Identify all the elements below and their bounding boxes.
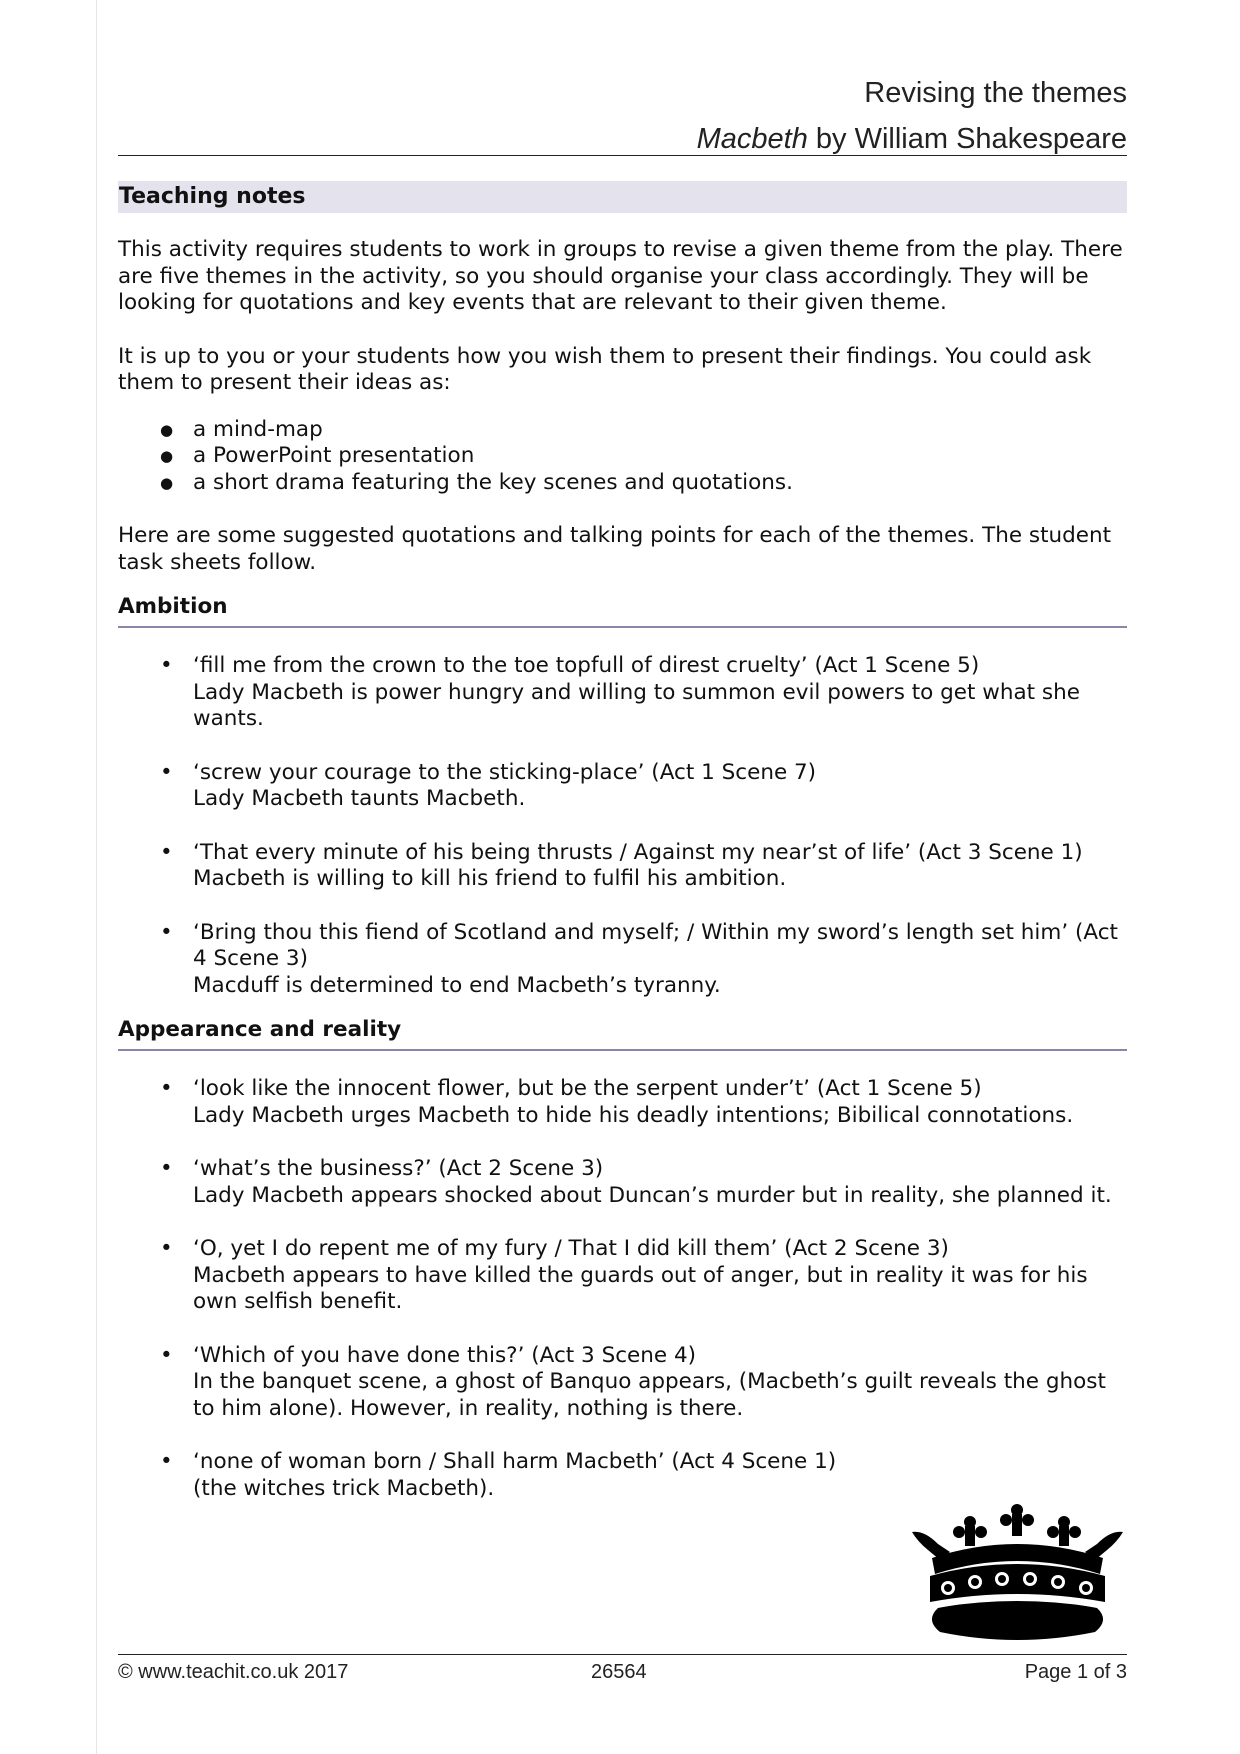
bullet-icon: ●: [160, 473, 174, 492]
copyright-text: © www.teachit.co.uk 2017: [118, 1661, 349, 1683]
quote-text: ‘That every minute of his being thrusts / Against my near’st of life’ (Act 3 Scene 1): [193, 839, 1083, 865]
quote-note: Lady Macbeth urges Macbeth to hide his deadly intentions; Bibilical connotations.: [193, 1102, 1074, 1128]
list-item: [118, 653, 1127, 733]
presentation-options-list: [118, 417, 1127, 497]
page-number: Page 1 of 3: [1024, 1661, 1127, 1683]
suggestions-paragraph: Here are some suggested quotations and talking points for each of the themes. The student task sheets follow.: [118, 523, 1112, 575]
option-text: a mind-map: [193, 416, 323, 442]
bullet-icon: •: [160, 1236, 173, 1261]
quote-note: Lady Macbeth appears shocked about Duncan’s murder but in reality, she planned it.: [193, 1182, 1112, 1208]
play-author: by William Shakespeare: [807, 123, 1127, 155]
teaching-notes-heading-text: Teaching notes: [119, 184, 306, 209]
bullet-icon: ●: [160, 420, 174, 439]
quote-note: In the banquet scene, a ghost of Banquo appears, (Macbeth’s guilt reveals the ghost to him alone). However, in reality, nothing is there.: [193, 1369, 1106, 1421]
resource-code: 26564: [591, 1661, 647, 1683]
appearance-quotes-list: [118, 1076, 1127, 1502]
bullet-icon: •: [160, 1449, 173, 1474]
quote-note: Macbeth appears to have killed the guards out of anger, but in reality it was for his own selfish benefit.: [193, 1262, 1088, 1314]
presentation-paragraph: It is up to you or your students how you wish them to present their findings. You could ask them to present their ideas as:: [118, 343, 1092, 395]
list-item: [118, 417, 1127, 444]
bullet-icon: •: [160, 1156, 173, 1181]
list-item: [118, 470, 1127, 497]
quote-text: ‘screw your courage to the sticking-place’ (Act 1 Scene 7): [193, 759, 817, 785]
list-item: [118, 760, 1127, 813]
section-heading-appearance-reality: Appearance and reality: [118, 1017, 1127, 1051]
header-divider: [118, 155, 1127, 156]
bullet-icon: •: [160, 759, 173, 785]
bullet-icon: •: [160, 653, 173, 678]
quote-text: ‘fill me from the crown to the toe topfull of direst cruelty’ (Act 1 Scene 5): [193, 653, 980, 678]
quote-text: ‘Bring thou this fiend of Scotland and myself; / Within my sword’s length set him’ (Act 4 Scene 3): [193, 919, 1118, 971]
quote-text: ‘O, yet I do repent me of my fury / That I did kill them’ (Act 2 Scene 3): [193, 1236, 949, 1261]
play-title: Macbeth: [696, 123, 808, 155]
footer-divider: [118, 1654, 1127, 1655]
quote-note: Lady Macbeth taunts Macbeth.: [193, 786, 526, 811]
worksheet-title: Revising the themes: [864, 77, 1127, 109]
quote-note: (the witches trick Macbeth).: [193, 1475, 495, 1501]
list-item: [118, 1076, 1127, 1129]
quote-text: ‘what’s the business?’ (Act 2 Scene 3): [193, 1156, 604, 1181]
list-item: [118, 840, 1127, 893]
quote-text: ‘none of woman born / Shall harm Macbeth’ (Act 4 Scene 1): [193, 1449, 837, 1474]
list-item: [118, 1449, 1127, 1502]
list-item: [118, 1236, 1127, 1316]
bullet-icon: •: [160, 1076, 173, 1101]
bullet-icon: •: [160, 839, 173, 865]
page-margin-line: [96, 0, 97, 1754]
bullet-icon: •: [160, 1342, 173, 1368]
page-header: [118, 70, 1127, 162]
quote-note: Macduff is determined to end Macbeth’s tyranny.: [193, 972, 721, 998]
list-item: [118, 1343, 1127, 1423]
bullet-icon: •: [160, 919, 173, 945]
section-heading-ambition: Ambition: [118, 594, 1127, 628]
quote-note: Macbeth is willing to kill his friend to fulfil his ambition.: [193, 866, 787, 891]
list-item: [118, 443, 1127, 470]
quote-text: ‘Which of you have done this?’ (Act 3 Scene 4): [193, 1342, 697, 1368]
option-text: a short drama featuring the key scenes and quotations.: [193, 469, 793, 495]
quote-text: ‘look like the innocent flower, but be the serpent under’t’ (Act 1 Scene 5): [193, 1076, 982, 1101]
bullet-icon: ●: [160, 447, 174, 465]
teaching-notes-heading: [118, 181, 1127, 213]
crown-icon: [910, 1500, 1125, 1645]
list-item: [118, 920, 1127, 1000]
list-item: [118, 1156, 1127, 1209]
page-content: [118, 181, 1127, 1520]
intro-paragraph: This activity requires students to work in groups to revise a given theme from the play. There are five themes in the activity, so you should organise your class accordingly. They will be looking for quotations and key events that are relevant to their given theme.: [118, 237, 1123, 315]
option-text: a PowerPoint presentation: [193, 443, 475, 468]
ambition-quotes-list: [118, 653, 1127, 999]
quote-note: Lady Macbeth is power hungry and willing to summon evil powers to get what she wants.: [193, 679, 1080, 731]
